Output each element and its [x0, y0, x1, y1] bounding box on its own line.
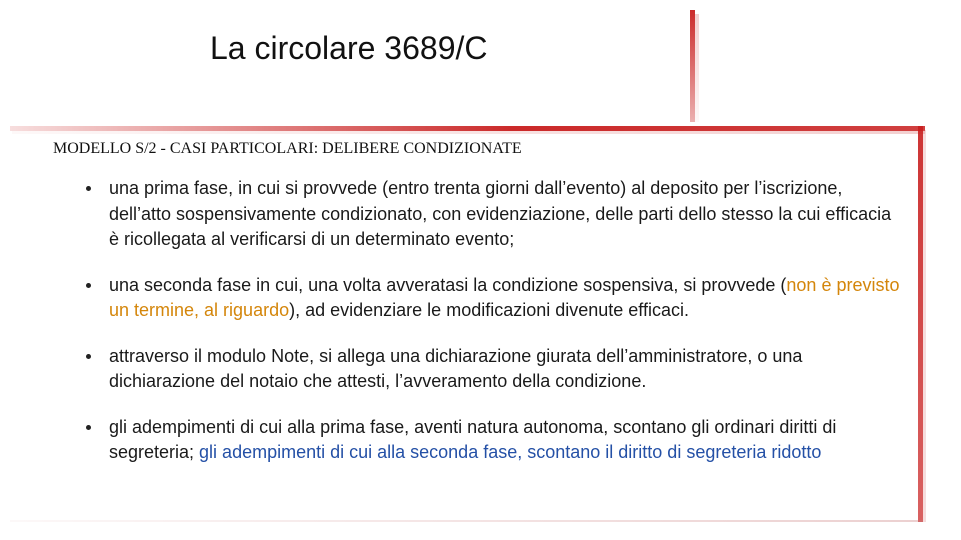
bullet-dot-icon	[86, 425, 91, 430]
bullet-text-start: una seconda fase in cui, una volta avveratasi la condizione sospensiva, si provvede (	[109, 274, 787, 295]
bullet-list	[86, 176, 906, 486]
bullet-item-4	[86, 415, 906, 466]
bullet-highlight-blue: gli adempimenti di cui alla seconda fase, scontano il diritto di segreteria ridotto	[199, 442, 822, 462]
bullet-item-2	[86, 273, 906, 324]
bullet-dot-icon	[86, 283, 91, 288]
bottom-accent-line	[10, 520, 923, 522]
horizontal-accent-shadow	[12, 131, 925, 134]
slide-subtitle: MODELLO S/2 - CASI PARTICOLARI: DELIBERE CONDIZIONATE	[53, 140, 522, 157]
bullet-dot-icon	[86, 186, 91, 191]
bullet-text-start: gli adempimenti di cui alla prima fase, aventi natura autonoma, scontano gli ordinari diritti di segreteria;	[109, 416, 837, 462]
bullet-item-3	[86, 344, 906, 395]
right-accent-shadow	[923, 130, 926, 522]
vertical-accent-shadow	[695, 14, 699, 122]
bullet-text: una prima fase, in cui si provvede (entro trenta giorni dall’evento) al deposito per l’iscrizione, dell’atto sospensivamente condizionato, con evidenziazione, delle parti dello stesso la cui efficacia è ricollegata al verificarsi di un determinato evento;	[109, 178, 892, 249]
bullet-dot-icon	[86, 354, 91, 359]
bullet-text: attraverso il modulo Note, si allega una dichiarazione giurata dell’amministratore, o una dichiarazione del notaio che attesti, l’avveramento della condizione.	[109, 345, 803, 391]
bullet-item-1	[86, 176, 906, 253]
bullet-text-end: ), ad evidenziare le modificazioni divenute efficaci.	[289, 300, 689, 320]
bullet-highlight-orange: non è previsto un termine, al riguardo	[109, 274, 900, 320]
slide-title: La circolare 3689/C	[210, 30, 488, 66]
